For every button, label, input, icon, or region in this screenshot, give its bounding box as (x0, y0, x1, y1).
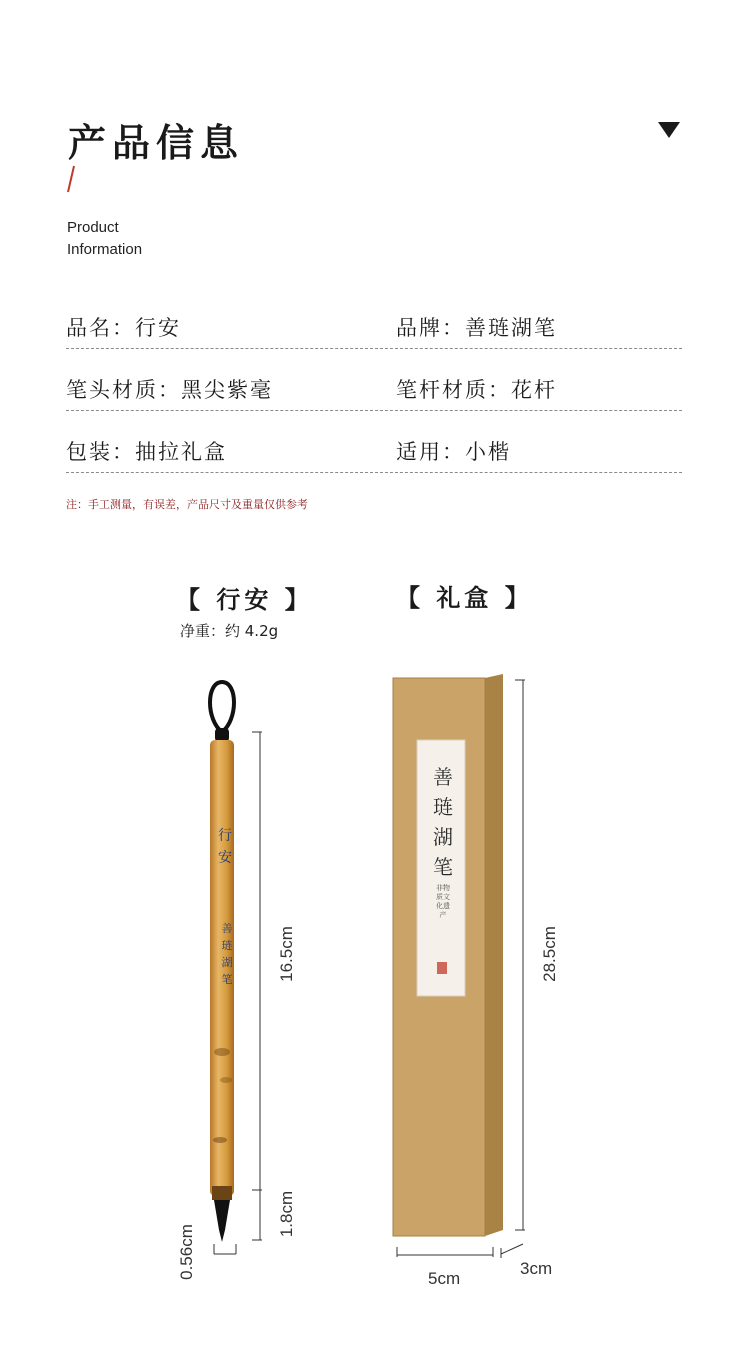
shaft-char: 善 (221, 922, 233, 935)
packaging: 包装：抽拉礼盒 (66, 440, 227, 464)
dim-shaft-length: 16.5cm (277, 926, 296, 982)
ferrule (212, 1186, 232, 1200)
page-title: 产品信息 (68, 120, 245, 165)
label-char: 琏 (433, 795, 453, 819)
info-row (66, 312, 682, 349)
product-name: 品名：行安 (66, 316, 181, 340)
subtitle-line-2: Information (67, 241, 143, 258)
triangle-down-icon (658, 122, 680, 138)
box-side (485, 674, 503, 1236)
tip-material: 笔头材质：黑尖紫毫 (66, 378, 273, 402)
shaft-char: 笔 (221, 973, 233, 986)
shaft-material: 笔杆材质：花杆 (396, 378, 557, 402)
shaft-char: 琏 (221, 939, 233, 952)
shaft-char: 安 (218, 850, 232, 866)
info-row (66, 374, 682, 411)
brush-tip (214, 1200, 230, 1242)
red-slash-decoration (66, 165, 76, 193)
box-label-title (430, 762, 456, 882)
pen-shaft-brand (219, 920, 235, 988)
dim-box-width: 5cm (428, 1269, 461, 1288)
page-subtitle (67, 217, 142, 261)
brand: 品牌：善琏湖笔 (396, 316, 557, 340)
label-char: 善 (433, 765, 453, 789)
dim-box-depth: 3cm (520, 1259, 553, 1278)
dim-tip-width: 0.56cm (177, 1224, 196, 1280)
subtitle-line-1: Product (67, 219, 119, 236)
disclaimer-note: 注：手工测量，有误差，产品尺寸及重量仅供参考 (66, 498, 308, 511)
box-label-subtitle: 非物质文化遗产 (436, 884, 450, 919)
label-char: 笔 (433, 855, 453, 879)
pen-caption: 【 行安 】 (176, 585, 313, 614)
info-row (66, 436, 682, 473)
shaft-char: 行 (218, 828, 232, 844)
cord-knot (215, 728, 229, 742)
hanging-loop (210, 682, 234, 732)
label-char: 湖 (433, 825, 453, 849)
box-caption: 【 礼盒 】 (396, 583, 533, 612)
pen-weight: 净重：约 4.2g (180, 622, 279, 640)
usage: 适用：小楷 (396, 440, 511, 464)
pen-shaft-name (217, 825, 233, 869)
shaft-char: 湖 (221, 956, 233, 969)
dim-box-height: 28.5cm (540, 926, 559, 982)
gift-box-illustration (385, 670, 560, 1270)
dim-tip-length: 1.8cm (277, 1190, 296, 1238)
